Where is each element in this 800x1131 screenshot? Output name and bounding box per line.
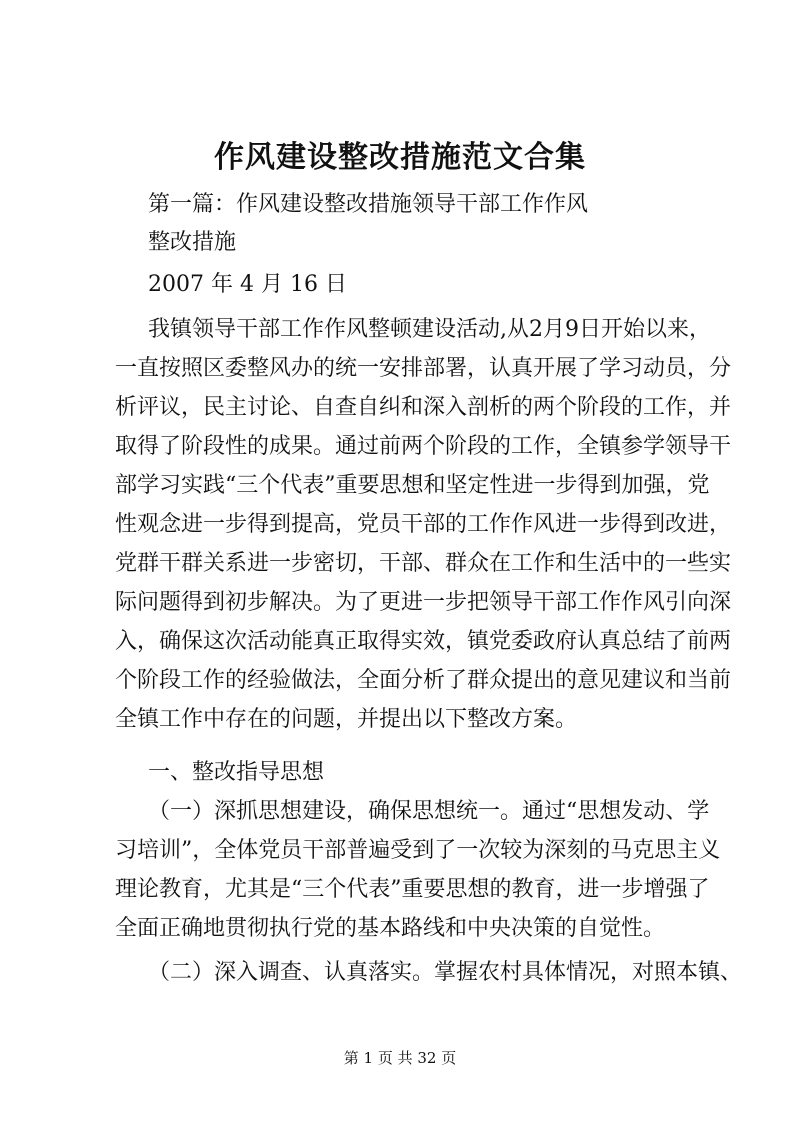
- paragraph-line: 析评议，民主讨论、自查自纠和深入剖析的两个阶段的工作，并: [115, 395, 732, 420]
- paragraph-line: 性观念进一步得到提高，党员干部的工作作风进一步得到改进，: [115, 512, 732, 537]
- paragraph-line: 理论教育，尤其是“三个代表”重要思想的教育，进一步增强了: [115, 877, 710, 902]
- chapter-heading-line-2: 整改措施: [148, 230, 237, 255]
- paragraph-line: 个阶段工作的经验做法，全面分析了群众提出的意见建议和当前: [115, 668, 732, 693]
- paragraph-line: 取得了阶段性的成果。通过前两个阶段的工作，全镇参学领导干: [115, 434, 732, 459]
- paragraph-line: 党群干群关系进一步密切，干部、群众在工作和生活中的一些实: [115, 551, 732, 576]
- paragraph-line: 我镇领导干部工作作风整顿建设活动,从2月9日开始以来，: [148, 317, 711, 342]
- paragraph-line: 全镇工作中存在的问题，并提出以下整改方案。: [115, 707, 578, 732]
- paragraph-line: 全面正确地贯彻执行党的基本路线和中央决策的自觉性。: [115, 916, 666, 941]
- paragraph-line: 部学习实践“三个代表”重要思想和坚定性进一步得到加强，党: [115, 473, 710, 498]
- page-footer: 第 1 页 共 32 页: [343, 1049, 457, 1067]
- paragraph-line: （二）深入调查、认真落实。掌握农村具体情况，对照本镇、: [148, 960, 743, 985]
- document-date: 2007 年 4 月 16 日: [148, 272, 347, 297]
- paragraph-line: 一直按照区委整风办的统一安排部署，认真开展了学习动员，分: [115, 356, 732, 381]
- section-heading: 一、整改指导思想: [148, 760, 325, 785]
- paragraph-line: 习培训”，全体党员干部普遍受到了一次较为深刻的马克思主义: [115, 838, 721, 863]
- document-title: 作风建设整改措施范文合集: [214, 140, 586, 175]
- paragraph-line: 入，确保这次活动能真正取得实效，镇党委政府认真总结了前两: [115, 629, 732, 654]
- paragraph-line: 际问题得到初步解决。为了更进一步把领导干部工作作风引向深: [115, 590, 732, 615]
- paragraph-line: （一）深抓思想建设，确保思想统一。通过“思想发动、学: [148, 799, 710, 824]
- chapter-heading-line-1: 第一篇：作风建设整改措施领导干部工作作风: [148, 192, 589, 217]
